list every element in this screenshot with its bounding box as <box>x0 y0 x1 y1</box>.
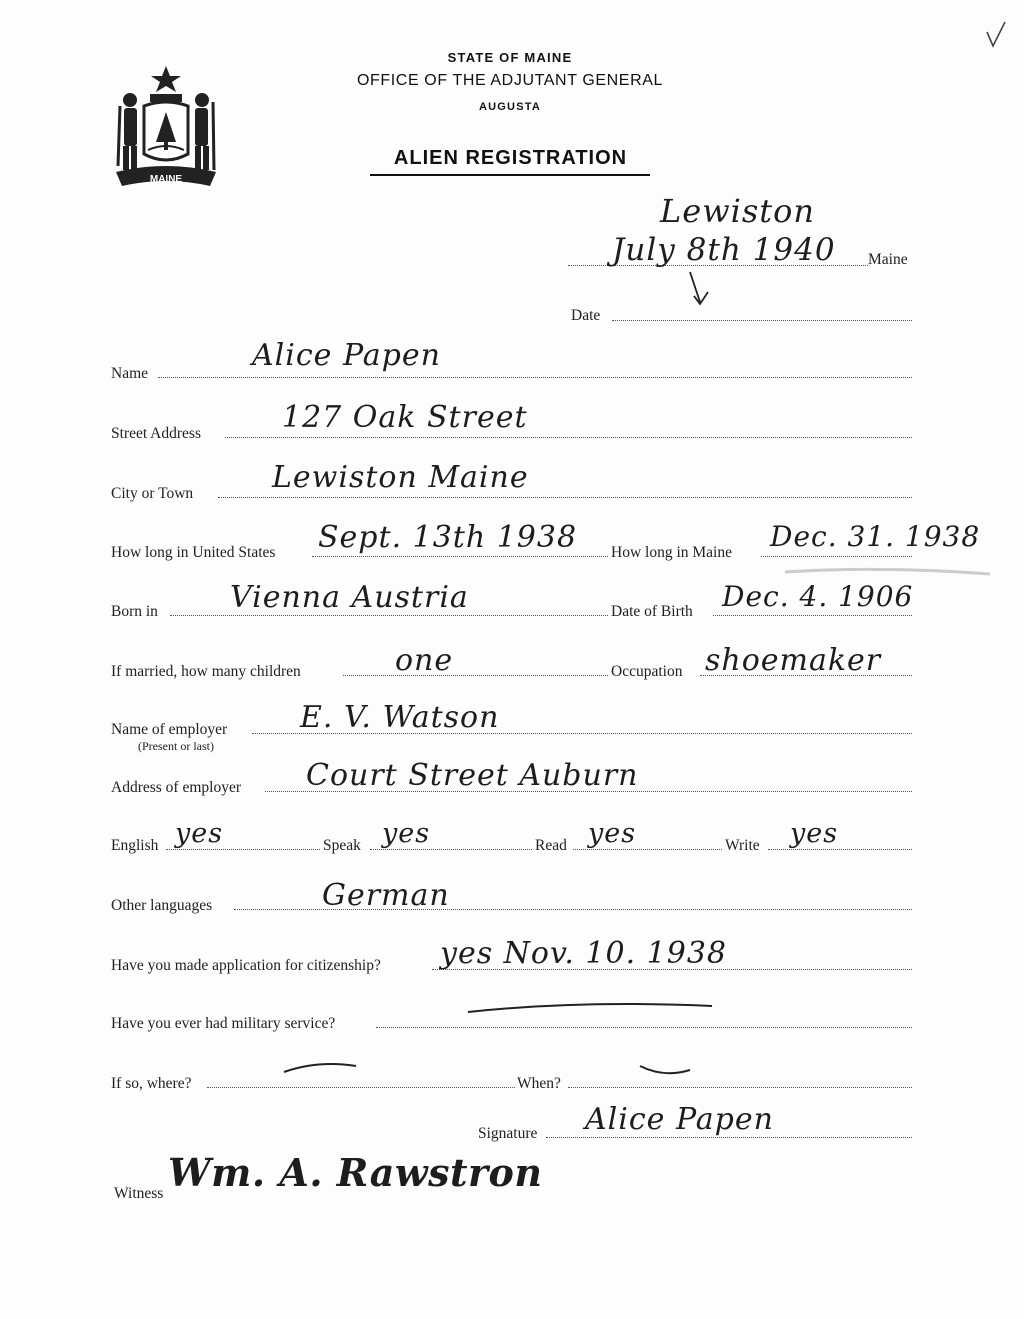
how-long-maine-value: Dec. 31. 1938 <box>770 520 981 553</box>
when-dash <box>640 1066 690 1073</box>
speak-label: Speak <box>323 837 361 854</box>
english-label: English <box>111 837 159 854</box>
write-line <box>768 849 912 850</box>
office-heading: OFFICE OF THE ADJUTANT GENERAL <box>356 72 664 89</box>
city-line <box>218 497 912 498</box>
children-value: one <box>395 643 454 678</box>
name-value: Alice Papen <box>252 338 441 373</box>
smudge-mark <box>785 569 990 574</box>
how-long-maine-line <box>761 556 912 557</box>
children-line <box>343 675 608 676</box>
seal-label: MAINE <box>149 174 183 185</box>
how-long-us-line <box>312 556 608 557</box>
city-label: City or Town <box>111 485 194 502</box>
english-line <box>166 849 320 850</box>
signature-label: Signature <box>478 1125 538 1142</box>
title-underline <box>370 174 650 176</box>
occupation-value: shoemaker <box>705 643 882 678</box>
signature-line <box>546 1137 912 1138</box>
born-in-line <box>170 615 608 616</box>
date-of-birth-line <box>713 615 912 616</box>
arrow-mark <box>690 272 708 304</box>
read-label: Read <box>535 837 567 854</box>
street-value: 127 Oak Street <box>282 400 528 435</box>
military-dash <box>468 1004 712 1012</box>
where-dash <box>284 1064 356 1072</box>
date-label: Date <box>571 307 601 324</box>
citizenship-value: yes Nov. 10. 1938 <box>440 936 727 971</box>
street-label: Street Address <box>111 425 201 442</box>
born-in-value: Vienna Austria <box>230 580 469 615</box>
date-line <box>612 320 912 321</box>
maine-state-seal <box>110 62 222 190</box>
employer-address-value: Court Street Auburn <box>306 758 639 793</box>
street-line <box>225 437 912 438</box>
occupation-label: Occupation <box>611 663 683 680</box>
employer-address-label: Address of employer <box>111 779 241 796</box>
where-line <box>207 1087 515 1088</box>
when-label: When? <box>517 1075 561 1092</box>
how-long-us-label: How long in United States <box>111 544 276 561</box>
military-line <box>376 1027 912 1028</box>
english-value: yes <box>175 818 224 849</box>
city-value: Lewiston Maine <box>272 460 529 495</box>
write-value: yes <box>790 818 839 849</box>
employer-value: E. V. Watson <box>300 700 500 735</box>
check-mark <box>985 20 1007 48</box>
name-line <box>158 377 912 378</box>
born-in-label: Born in <box>111 603 158 620</box>
military-label: Have you ever had military service? <box>111 1015 336 1032</box>
name-label: Name <box>111 365 149 382</box>
date-of-birth-label: Date of Birth <box>611 603 693 620</box>
witness-label: Witness <box>114 1185 164 1202</box>
where-label: If so, where? <box>111 1075 192 1092</box>
other-languages-value: German <box>322 878 450 913</box>
signature-value: Alice Papen <box>585 1102 774 1137</box>
speak-value: yes <box>382 818 431 849</box>
form-title: ALIEN REGISTRATION <box>393 147 628 169</box>
write-label: Write <box>725 837 760 854</box>
speak-line <box>370 849 532 850</box>
citizenship-label: Have you made application for citizenship? <box>111 957 381 974</box>
read-line <box>573 849 722 850</box>
city-heading: AUGUSTA <box>479 101 541 113</box>
state-heading: STATE OF MAINE <box>447 50 573 65</box>
employer-note: (Present or last) <box>138 739 214 753</box>
witness-signature: Wm. A. Rawstron <box>168 1150 543 1195</box>
place-handwritten: Lewiston <box>660 192 815 230</box>
other-languages-label: Other languages <box>111 897 213 914</box>
when-line <box>568 1087 912 1088</box>
children-label: If married, how many children <box>111 663 301 680</box>
employer-label: Name of employer <box>111 721 228 738</box>
how-long-us-value: Sept. 13th 1938 <box>318 520 578 555</box>
how-long-maine-label: How long in Maine <box>611 544 732 561</box>
maine-suffix-label: Maine <box>868 251 908 268</box>
date-handwritten: July 8th 1940 <box>612 232 836 268</box>
read-value: yes <box>588 818 637 849</box>
date-of-birth-value: Dec. 4. 1906 <box>722 580 914 613</box>
